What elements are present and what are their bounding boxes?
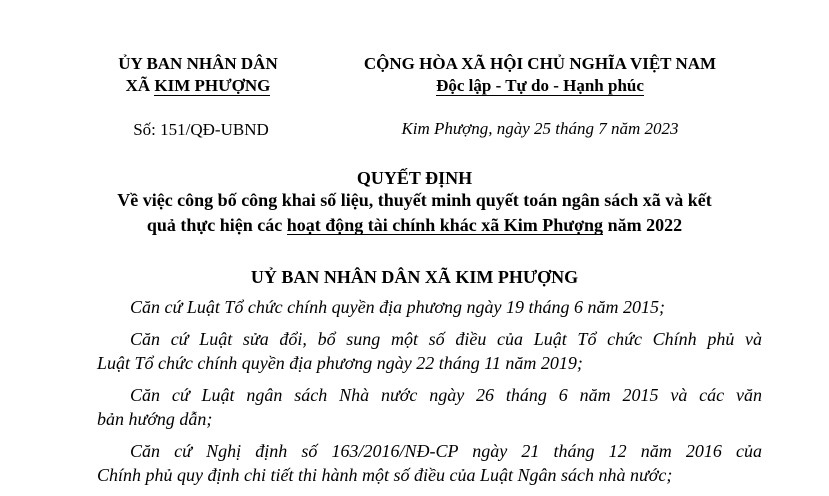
agency-commune bbox=[100, 75, 296, 96]
subject-part-c: năm 2022 bbox=[603, 215, 683, 235]
legal-basis-paragraph bbox=[97, 295, 762, 319]
subject-part-underlined: hoạt động tài chính khác xã Kim Phượng bbox=[286, 215, 604, 235]
document-number: Số: 151/QĐ-UBND bbox=[133, 120, 269, 139]
legal-basis-paragraph bbox=[97, 327, 762, 375]
paragraph-line: Căn cứ Luật sửa đổi, bổ sung một số điều của Luật Tổ chức Chính phủ và bbox=[130, 329, 762, 349]
committee-heading: UỶ BAN NHÂN DÂN XÃ KIM PHƯỢNG bbox=[250, 267, 579, 287]
place-date: Kim Phượng, ngày 25 tháng 7 năm 2023 bbox=[401, 119, 679, 138]
agency-commune-name: KIM PHƯỢNG bbox=[154, 76, 271, 95]
agency-commune-prefix: XÃ bbox=[125, 76, 155, 95]
subject-part-a: quả thực hiện các bbox=[146, 215, 287, 235]
agency-name: ỦY BAN NHÂN DÂN bbox=[118, 54, 278, 73]
nation-motto bbox=[320, 75, 760, 96]
paragraph-line: Căn cứ Luật Tổ chức chính quyền địa phương ngày 19 tháng 6 năm 2015; bbox=[130, 297, 666, 317]
paragraph-line: bản hướng dẫn; bbox=[97, 409, 213, 429]
paragraph-line: Căn cứ Luật ngân sách Nhà nước ngày 26 tháng 6 năm 2015 và các văn bbox=[130, 385, 762, 405]
decision-title: QUYẾT ĐỊNH bbox=[356, 168, 473, 188]
decision-subject-line-1: Về việc công bố công khai số liệu, thuyết minh quyết toán ngân sách xã và kết bbox=[117, 190, 712, 210]
paragraph-line: Luật Tổ chức chính quyền địa phương ngày 22 tháng 11 năm 2019; bbox=[97, 353, 583, 373]
legal-basis-paragraph bbox=[97, 439, 762, 487]
legal-basis-paragraph bbox=[97, 383, 762, 431]
nation-motto-text: Độc lập - Tự do - Hạnh phúc bbox=[436, 76, 644, 95]
paragraph-line: Chính phủ quy định chi tiết thi hành một số điều của Luật Ngân sách nhà nước; bbox=[97, 465, 673, 485]
paragraph-line: Căn cứ Nghị định số 163/2016/NĐ-CP ngày 21 tháng 12 năm 2016 của bbox=[130, 441, 762, 461]
decision-subject-line-2 bbox=[0, 213, 829, 237]
nation-name: CỘNG HÒA XÃ HỘI CHỦ NGHĨA VIỆT NAM bbox=[363, 54, 717, 73]
